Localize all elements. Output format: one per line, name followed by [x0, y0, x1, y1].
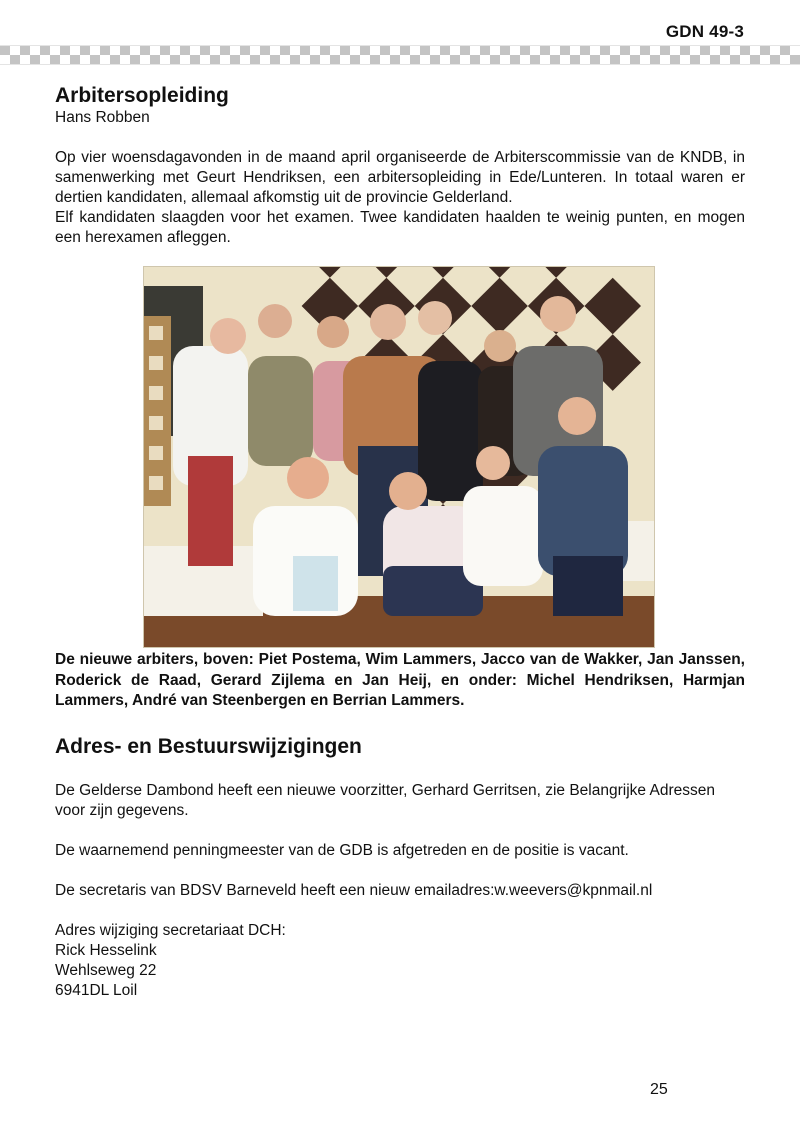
address-block	[55, 921, 745, 1001]
group-photo-image	[143, 266, 655, 648]
article-paragraph: De Gelderse Dambond heeft een nieuwe voorzitter, Gerhard Gerritsen, zie Belangrijke Adressen voor zijn gegevens.	[55, 782, 715, 819]
page-number: 25	[650, 1081, 668, 1098]
article-title: Adres- en Bestuurswijzigingen	[55, 735, 362, 758]
article-paragraph: Op vier woensdagavonden in de maand april organiseerde de Arbiterscommissie van de KNDB, in samenwerking met Geurt Hendriksen, een arbitersopleiding in Ede/Lunteren. In totaal waren er dertien kandidaten, allemaal afkomstig uit de provincie Gelderland.	[55, 149, 745, 206]
address-intro: Adres wijziging secretariaat DCH:	[55, 922, 286, 939]
checker-band-divider	[0, 46, 800, 64]
article-adres-bestuurswijzigingen	[55, 735, 745, 1001]
group-photo	[143, 266, 655, 648]
article-paragraph: De waarnemend penningmeester van de GDB is afgetreden en de positie is vacant.	[55, 842, 629, 859]
issue-label: GDN 49-3	[665, 22, 744, 41]
article-arbitersopleiding	[55, 84, 745, 248]
article-title: Arbitersopleiding	[55, 84, 229, 107]
address-name: Rick Hesselink	[55, 942, 157, 959]
article-paragraph-email: De secretaris van BDSV Barneveld heeft een nieuw emailadres:w.weevers@kpnmail.nl	[55, 882, 653, 899]
article-paragraph: Elf kandidaten slaagden voor het examen. Twee kandidaten haalden te weinig punten, en mogen een herexamen afleggen.	[55, 209, 745, 246]
address-city: 6941DL Loil	[55, 982, 138, 999]
article-author: Hans Robben	[55, 109, 150, 126]
address-street: Wehlseweg 22	[55, 962, 157, 979]
photo-caption: De nieuwe arbiters, boven: Piet Postema, Wim Lammers, Jacco van de Wakker, Jan Janssen, Roderick de Raad, Gerard Zijlema en Jan Heij, en onder: Michel Hendriksen, Harmjan Lammers, André van Steenbergen en Berrian Lammers.	[55, 651, 745, 709]
